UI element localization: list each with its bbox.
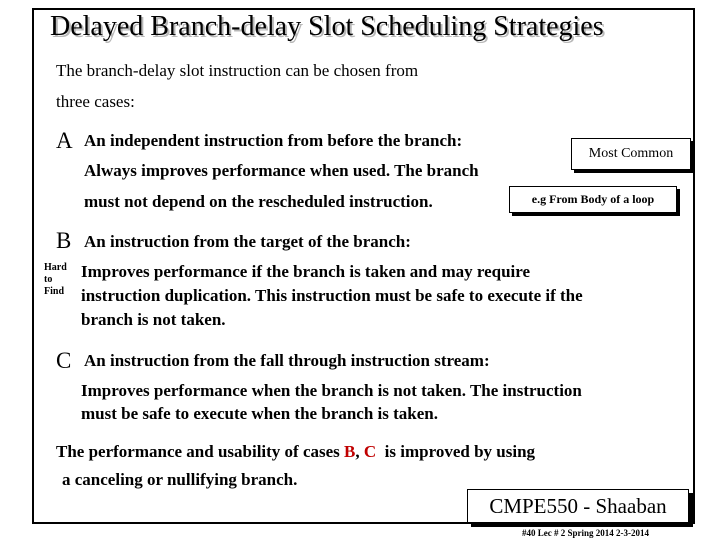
case-c-letter: C [56, 348, 72, 373]
case-b-line-2: instruction duplication. This instruction must be safe to execute if the [81, 286, 583, 305]
slide-title: Delayed Branch-delay Slot Scheduling Strategies [50, 11, 604, 42]
case-c-line-1: Improves performance when the branch is not taken. The instruction [81, 381, 582, 400]
case-b-line-3: branch is not taken. [81, 310, 226, 329]
hard-to-find-note [44, 262, 67, 298]
conclusion-line-1 [56, 442, 535, 462]
case-b-heading: An instruction from the target of the branch: [84, 232, 411, 251]
intro-line-2: three cases: [56, 92, 135, 111]
case-a-line-2: must not depend on the rescheduled instruction. [84, 192, 433, 211]
slide-footer: #40 Lec # 2 Spring 2014 2-3-2014 [522, 528, 649, 538]
conclusion-prefix: The performance and usability of cases [56, 442, 340, 461]
example-badge [509, 186, 677, 213]
conclusion-comma: , [355, 442, 360, 461]
case-c-ref: C [363, 442, 377, 461]
case-a-line-1: Always improves performance when used. The branch [84, 161, 479, 180]
case-b-ref: B [344, 442, 356, 461]
conclusion-line-2: a canceling or nullifying branch. [62, 470, 298, 489]
case-c-heading: An instruction from the fall through instruction stream: [84, 351, 490, 370]
case-a-letter: A [56, 128, 73, 153]
case-b-letter: B [56, 228, 72, 253]
case-b-line-1: Improves performance if the branch is taken and may require [81, 262, 531, 281]
intro-line-1: The branch-delay slot instruction can be chosen from [56, 61, 419, 80]
note-word-find: Find [44, 286, 65, 297]
case-a-heading: An independent instruction from before the branch: [84, 131, 463, 150]
course-logo [467, 489, 689, 523]
case-c-line-2: must be safe to execute when the branch is taken. [81, 404, 438, 423]
note-word-to: to [44, 274, 53, 285]
course-logo-text: CMPE550 - Shaaban [489, 493, 667, 518]
note-word-hard: Hard [44, 262, 67, 273]
example-label: e.g From Body of a loop [531, 192, 655, 206]
most-common-badge [571, 138, 691, 170]
most-common-label: Most Common [588, 146, 674, 161]
conclusion-suffix: is improved by using [384, 442, 536, 461]
